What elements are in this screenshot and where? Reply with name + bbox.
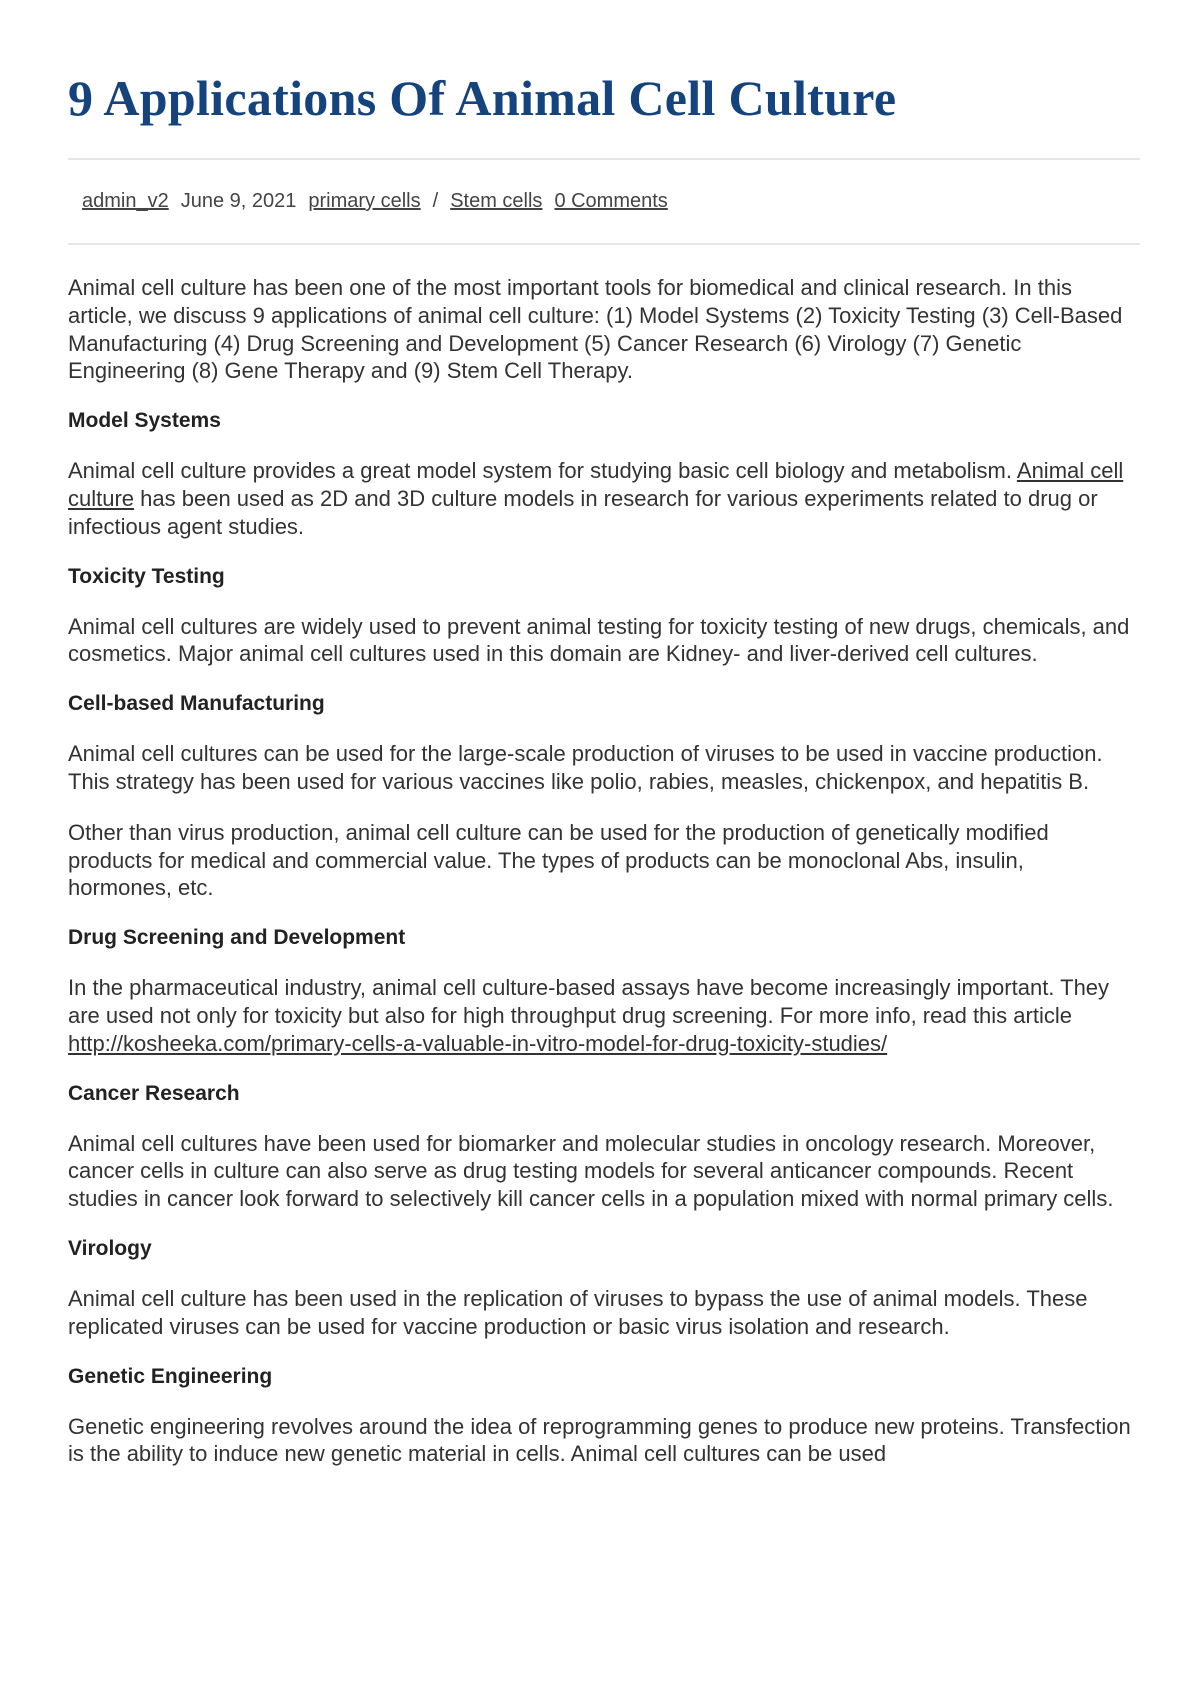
category-separator: / [432, 190, 439, 212]
model-systems-paragraph [68, 457, 1132, 540]
intro-paragraph: Animal cell culture has been one of the most important tools for biomedical and clinical research. In this article, we discuss 9 applications of animal cell culture: (1) Model Systems (2) Toxicity Testing (3) Cell-Based Manufacturing (4) Drug Screening and Development (5) Cancer Research (6) Virology (7) Genetic Engineering (8) Gene Therapy and (9) Stem Cell Therapy. [68, 275, 1123, 384]
heading-toxicity-testing: Toxicity Testing [68, 564, 225, 588]
author-link[interactable]: admin_v2 [82, 190, 169, 212]
heading-drug-screening: Drug Screening and Development [68, 926, 406, 950]
category-link-stem-cells[interactable]: Stem cells [450, 190, 543, 212]
heading-virology: Virology [68, 1236, 152, 1260]
comments-link[interactable]: 0 Comments [554, 190, 668, 212]
cell-based-manufacturing-paragraph-1: Animal cell cultures can be used for the large-scale production of viruses to be used in vaccine production. This strategy has been used for various vaccines like polio, rabies, measles, chickenpox, and hepatitis B. [68, 741, 1103, 794]
article-content [68, 245, 1132, 1468]
heading-cancer-research: Cancer Research [68, 1081, 240, 1105]
heading-model-systems: Model Systems [68, 409, 221, 433]
article-title: 9 Applications Of Animal Cell Culture [68, 70, 897, 126]
drug-screening-paragraph [68, 974, 1132, 1057]
animal-cell-culture-link[interactable]: Animal cell culture [68, 458, 1124, 511]
cell-based-manufacturing-paragraph-2: Other than virus production, animal cell culture can be used for the production of genetically modified products for medical and commercial value. The types of products can be monoclonal Abs, insulin, hormones, etc. [68, 819, 1049, 901]
model-systems-text-1: Animal cell culture provides a great model system for studying basic cell biology and metabolism. [68, 458, 1017, 484]
category-link-primary-cells[interactable]: primary cells [308, 190, 421, 212]
toxicity-testing-paragraph: Animal cell cultures are widely used to prevent animal testing for toxicity testing of new drugs, chemicals, and cosmetics. Major animal cell cultures used in this domain are Kidney- and liver-derived cell cultures. [68, 613, 1130, 667]
genetic-engineering-paragraph: Genetic engineering revolves around the idea of reprogramming genes to produce new proteins. Transfection is the ability to induce new genetic material in cells. Animal cell cultures can be used [68, 1413, 1131, 1467]
drug-screening-text: In the pharmaceutical industry, animal cell culture-based assays have become increasingly important. They are used not only for toxicity but also for high throughput drug screening. For more info, read this article [68, 975, 1110, 1028]
heading-genetic-engineering: Genetic Engineering [68, 1364, 273, 1388]
cancer-research-paragraph: Animal cell cultures have been used for biomarker and molecular studies in oncology research. Moreover, cancer cells in culture can also serve as drug testing models for several anticancer compounds. Recent studies in cancer look forward to selectively kill cancer cells in a population mixed with normal primary cells. [68, 1130, 1114, 1212]
model-systems-text-2: has been used as 2D and 3D culture models in research for various experiments related to drug or infectious agent studies. [68, 485, 1098, 539]
article-meta [68, 160, 1132, 243]
post-date: June 9, 2021 [180, 190, 297, 212]
kosheeka-article-link[interactable]: http://kosheeka.com/primary-cells-a-valuable-in-vitro-model-for-drug-toxicity-studies/ [68, 1030, 888, 1056]
virology-paragraph: Animal cell culture has been used in the replication of viruses to bypass the use of animal models. These replicated viruses can be used for vaccine production or basic virus isolation and research. [68, 1285, 1088, 1339]
heading-cell-based-manufacturing: Cell-based Manufacturing [68, 692, 325, 716]
